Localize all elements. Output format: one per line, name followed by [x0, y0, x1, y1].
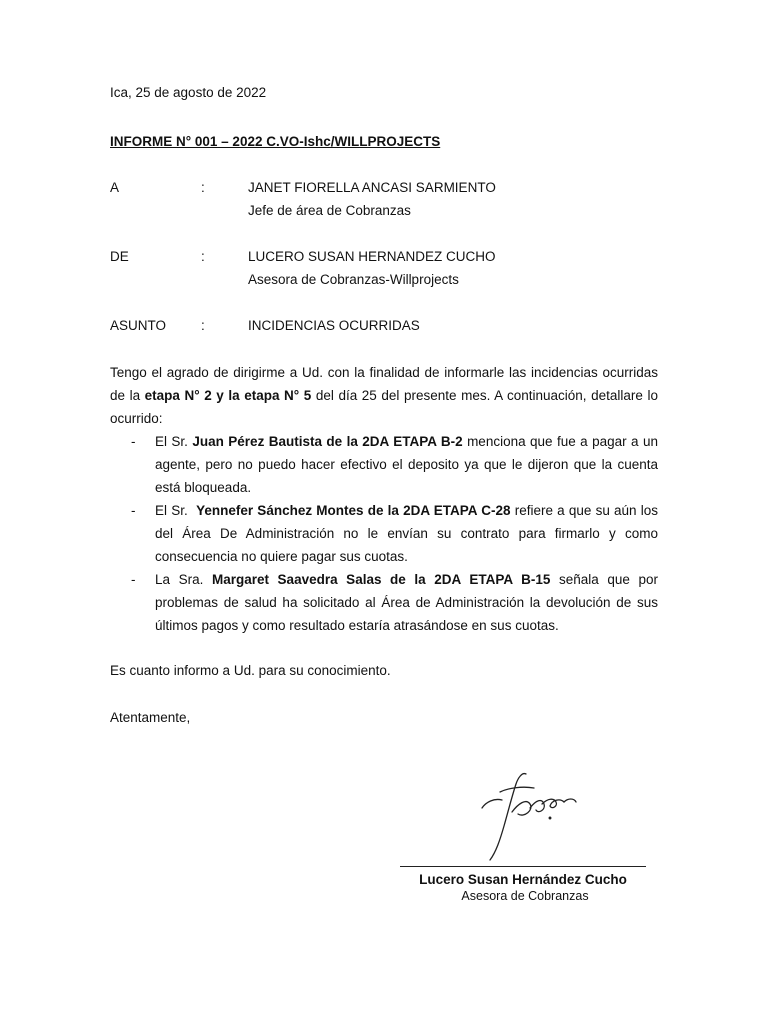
subject-text: INCIDENCIAS OCURRIDAS	[248, 318, 420, 333]
list-item: - El Sr. Juan Pérez Bautista de la 2DA ETAPA B-2 menciona que fue a pagar a un agente, pero no puedo hacer efectivo el deposito ya que le dijeron que la cuenta está bloqueada.	[131, 434, 658, 495]
subject-label: ASUNTO	[110, 318, 167, 333]
from-label: DE	[110, 249, 129, 264]
letter-body	[110, 361, 658, 637]
letter-date: Ica, 25 de agosto de 2022	[110, 85, 267, 100]
to-block	[248, 176, 496, 222]
to-label: A	[110, 180, 120, 195]
incident-list	[110, 430, 658, 637]
from-role: Asesora de Cobranzas-Willprojects	[248, 272, 459, 287]
signer-role: Asesora de Cobranzas	[461, 889, 589, 903]
from-colon: :	[201, 249, 205, 264]
from-block	[248, 245, 496, 291]
closing-sentence: Es cuanto informo a Ud. para su conocimiento.	[110, 663, 391, 678]
signature-line	[400, 866, 646, 867]
to-colon: :	[201, 180, 205, 195]
handwritten-signature	[478, 768, 588, 863]
from-name: LUCERO SUSAN HERNANDEZ CUCHO	[248, 249, 496, 264]
list-item: - La Sra. Margaret Saavedra Salas de la 2DA ETAPA B-15 señala que por problemas de salud ha solicitado al Área de Administración la devolución de sus últimos pagos y como resultado estaría atrasándose en sus cuotas.	[131, 572, 658, 633]
intro-paragraph: Tengo el agrado de dirigirme a Ud. con la finalidad de informarle las incidencias ocurridas de la etapa N° 2 y la etapa N° 5 del día 25 del presente mes. A continuación, detallare lo ocurrido:	[110, 365, 658, 426]
report-reference: INFORME N° 001 – 2022 C.VO-Ishc/WILLPROJECTS	[110, 134, 441, 149]
signer-name: Lucero Susan Hernández Cucho	[419, 872, 627, 887]
subject-colon: :	[201, 318, 205, 333]
list-item: - El Sr. Yennefer Sánchez Montes de la 2DA ETAPA C-28 refiere a que su aún los del Área De Administración no le envían su contrato para firmarlo y como consecuencia no quiere pagar sus cuotas.	[131, 503, 658, 564]
to-name: JANET FIORELLA ANCASI SARMIENTO	[248, 180, 496, 195]
greeting: Atentamente,	[110, 710, 191, 725]
to-role: Jefe de área de Cobranzas	[248, 203, 411, 218]
intro-bold: etapa N° 2 y la etapa N° 5	[144, 388, 312, 403]
